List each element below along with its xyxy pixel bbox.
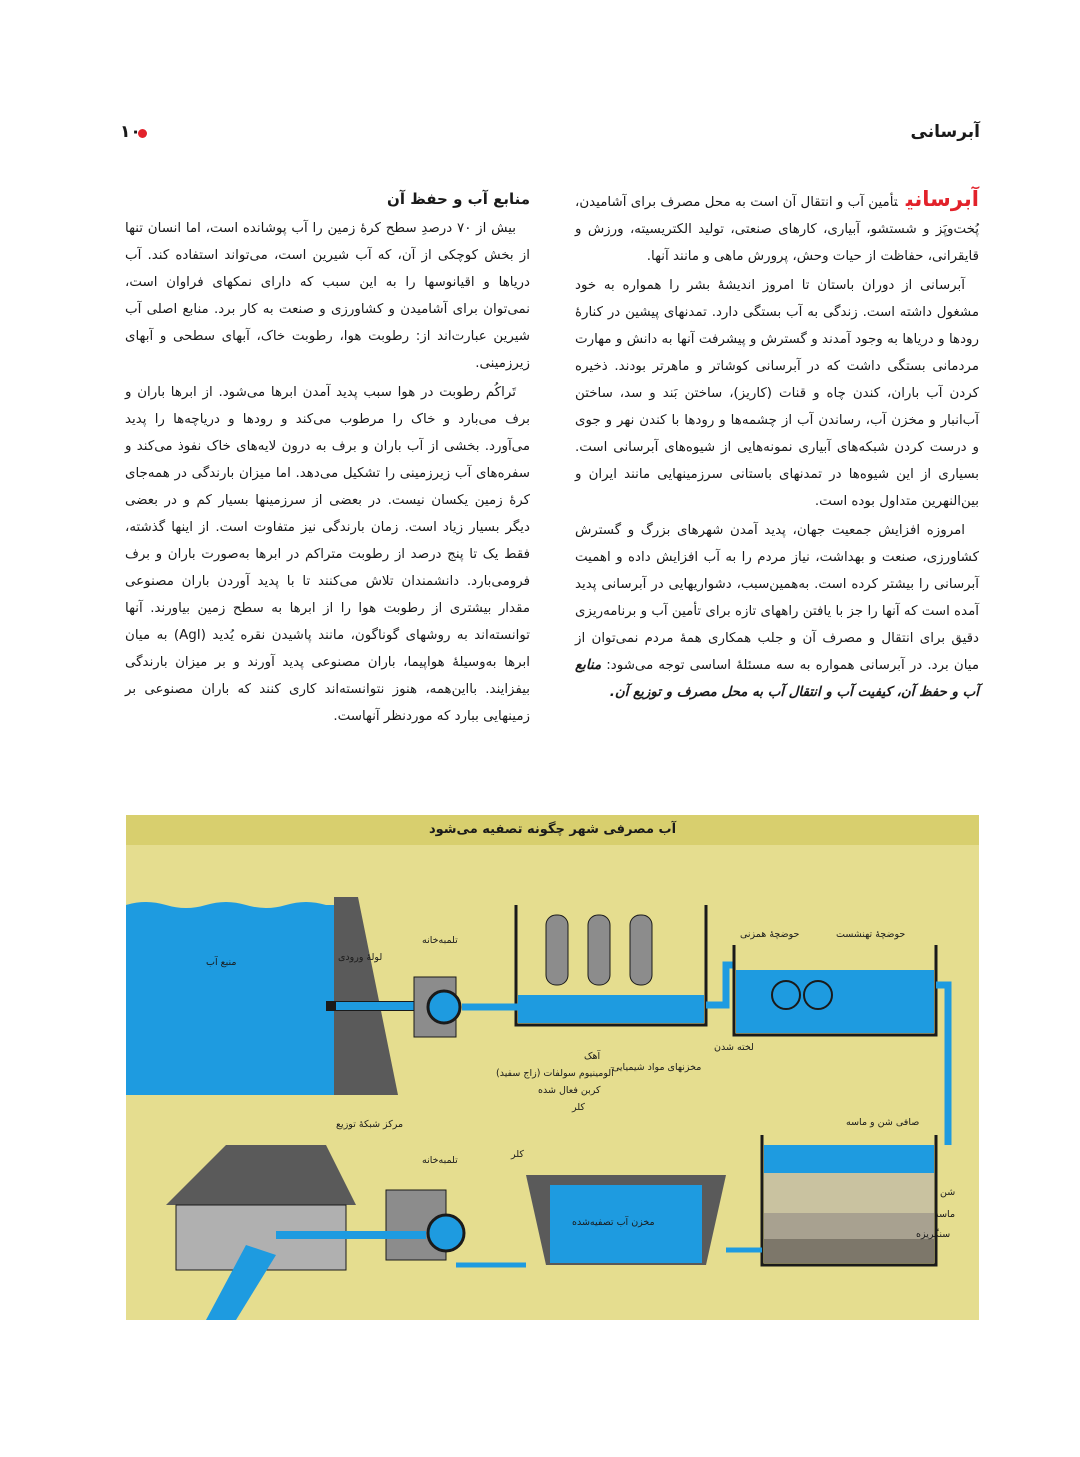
label-chem-lime: آهک bbox=[584, 1051, 601, 1062]
label-coagulation-tank: حوضچهٔ همزنی bbox=[740, 929, 800, 940]
chemical-cylinder bbox=[588, 915, 610, 985]
label-water-source: منبع آب bbox=[206, 957, 237, 968]
paragraph: آبرسانی از دوران باستان تا امروز اندیشهٔ بشر را همواره به خود مشغول داشته است. زندگی به آب بستگی دارد. تمدنهای پیشین در کنارهٔ رودها و دریاها به وجود آمدند و گسترش و پیشرفت آنها به دانش و مهارت مردمانی بستگی داشت که در آبرسانی کوشاتر و ماهرتر بودند. ذخیره کردن آب باران، کندن چاه و قنات (کاریز)، ساختن بَند و سد، ساختن آب‌انبار و مخزن آب، رساندن آب از چشمه‌ها و رودها با کندن نهر و جوی و درست کردن شبکه‌های آبیاری نمونه‌هایی از شیوه‌های آبرسانی است. بسیاری از این شیوه‌ها در تمدنهای باستانی سرزمینهایی مانند ایران و بین‌النهرین متداول بوده است. bbox=[575, 278, 979, 509]
label-layer-gravel: شن bbox=[940, 1187, 956, 1198]
water-source-body bbox=[126, 902, 346, 1095]
label-settling-tank: حوضچهٔ تهنشست bbox=[836, 929, 906, 940]
right-column bbox=[575, 186, 979, 708]
label-layer-pebble: سنگریزه bbox=[916, 1229, 951, 1240]
label-sand-filter: صافی شن و ماسه bbox=[846, 1117, 920, 1128]
chemical-cylinder bbox=[546, 915, 568, 985]
lead-term: آبرسانی bbox=[905, 187, 979, 211]
label-chemical-tanks: مخزنهای مواد شیمیایی bbox=[612, 1062, 702, 1073]
label-chem-chlorine: کلر bbox=[572, 1102, 585, 1113]
paragraph: تَراکُم رطوبت در هوا سبب پدید آمدن ابرها می‌شود. از ابرها باران و برف می‌بارد و خاک را مرطوب می‌کند و رودها و دریاچه‌ها را پدید می‌آورد. بخشی از آب باران و برف به درون لایه‌های خاک نفوذ می‌کند و سفره‌های آب زیرزمینی را تشکیل می‌دهد. اما میزان بارندگی در همه‌جای کرهٔ زمین یکسان نیست. در بعضی از سرزمینها بسیار کم و در بعضی دیگر بسیار زیاد است. زمان بارندگی نیز متفاوت است. از اینها گذشته، فقط یک تا پنج درصد از رطوبت متراکم در ابرها به‌صورت باران و برف فرومی‌بارد. دانشمندان تلاش می‌کنند تا با پدید آوردن باران مصنوعی مقدار بیشتری از رطوبت هوا را از ابرها به سطح زمین بیاورند. آنها توانسته‌اند به روشهای گوناگون، مانند پاشیدن نقره یُدید (AgI) به میان ابرها به‌وسیلهٔ هواپیما، باران مصنوعی پدید آورند و بر میزان بارندگی بیفزایند. بااین‌همه، هنوز نتوانسته‌اند کاری کنند که باران مصنوعی بر زمینهایی ببارد که موردنظر آنهاست. bbox=[125, 385, 530, 724]
label-chem-carbon: کربن فعال شده bbox=[538, 1085, 601, 1096]
section-heading: منابع آب و حفظ آن bbox=[387, 190, 530, 208]
sand-layer bbox=[764, 1213, 934, 1239]
label-pump-house-1: تلمبه‌خانه bbox=[422, 935, 458, 946]
pebble-layer bbox=[764, 1239, 934, 1263]
pump-wheel-icon bbox=[428, 1215, 464, 1251]
house-roof bbox=[166, 1145, 356, 1205]
left-column bbox=[125, 186, 530, 732]
label-intake-pipe: لولهٔ ورودی bbox=[338, 952, 383, 963]
label-chem-alum: آلومینیوم سولفات (زاج سفید) bbox=[496, 1068, 614, 1079]
water-treatment-diagram bbox=[126, 815, 979, 1320]
label-clotting: لخته شدن bbox=[714, 1042, 754, 1053]
settling-basin-water bbox=[736, 970, 934, 1033]
page-header bbox=[120, 120, 980, 150]
label-pump-house-2: تلمبه‌خانه bbox=[422, 1155, 458, 1166]
dam-wall bbox=[334, 897, 398, 1095]
gravel-layer bbox=[764, 1173, 934, 1213]
page-number: ۱۰ bbox=[120, 122, 141, 142]
label-layer-sand: ماسه bbox=[934, 1209, 956, 1220]
diagram-title: آب مصرفی شهر چگونه تصفیه می‌شود bbox=[126, 815, 979, 845]
pump-wheel-icon bbox=[428, 991, 460, 1023]
mixing-basin-water bbox=[518, 995, 704, 1023]
label-distribution-center: مرکز شبکهٔ توزیع bbox=[336, 1119, 404, 1130]
paragraph: بیش از ۷۰ درصدِ سطح کرهٔ زمین را آب پوشانده است، اما انسان تنها از بخش کوچکی از آن، که آب شیرین است، می‌تواند استفاده کند. آب دریاها و اقیانوسها را به این سبب که دارای نمکهای فراوان است، نمی‌توان برای آشامیدن و کشاورزی و صنعت به کار برد. منابع اصلی آب شیرین عبارت‌اند از: رطوبت هوا، رطوبت خاک، آبهای سطحی و آبهای زیرزمینی. bbox=[125, 221, 530, 371]
chemical-cylinder bbox=[630, 915, 652, 985]
paragraph: تأمین آب و انتقال آن است به محل مصرف برای آشامیدن، پُخت‌وپَز و شستشو، آبیاری، کارهای صنعتی، تولید الکتریسیته، ورزش و قایقرانی، حفاظت از حیات وحش، پرورش ماهی و مانند آنها. bbox=[575, 195, 979, 264]
label-chlorine: کلر bbox=[511, 1149, 524, 1160]
paragraph: امروزه افزایش جمعیت جهان، پدید آمدن شهرهای بزرگ و گسترش کشاورزی، صنعت و بهداشت، نیاز مردم را به آب افزایش داده و اهمیت آبرسانی را بیشتر کرده است. به‌همین‌سبب، دشواریهایی در آبرسانی پدید آمده است که آنها را جز با یافتن راههای تازه برای تأمین آب و برنامه‌ریزی دقیق برای انتقال و مصرف آن و جلب همکاری همهٔ مردم نمی‌توان از میان برد. در آبرسانی همواره به سه مسئلهٔ اساسی توجه می‌شود: bbox=[575, 523, 979, 673]
label-treated-reservoir: مخزن آب تصفیه‌شده bbox=[572, 1217, 655, 1228]
section-title: آبرسانی bbox=[910, 122, 980, 142]
diagram-illustration bbox=[126, 845, 979, 1320]
emphasis-text: منابع آب و حفظ آن، کیفیت آب و انتقال آب به محل مصرف و توزیع آن. bbox=[575, 658, 979, 700]
